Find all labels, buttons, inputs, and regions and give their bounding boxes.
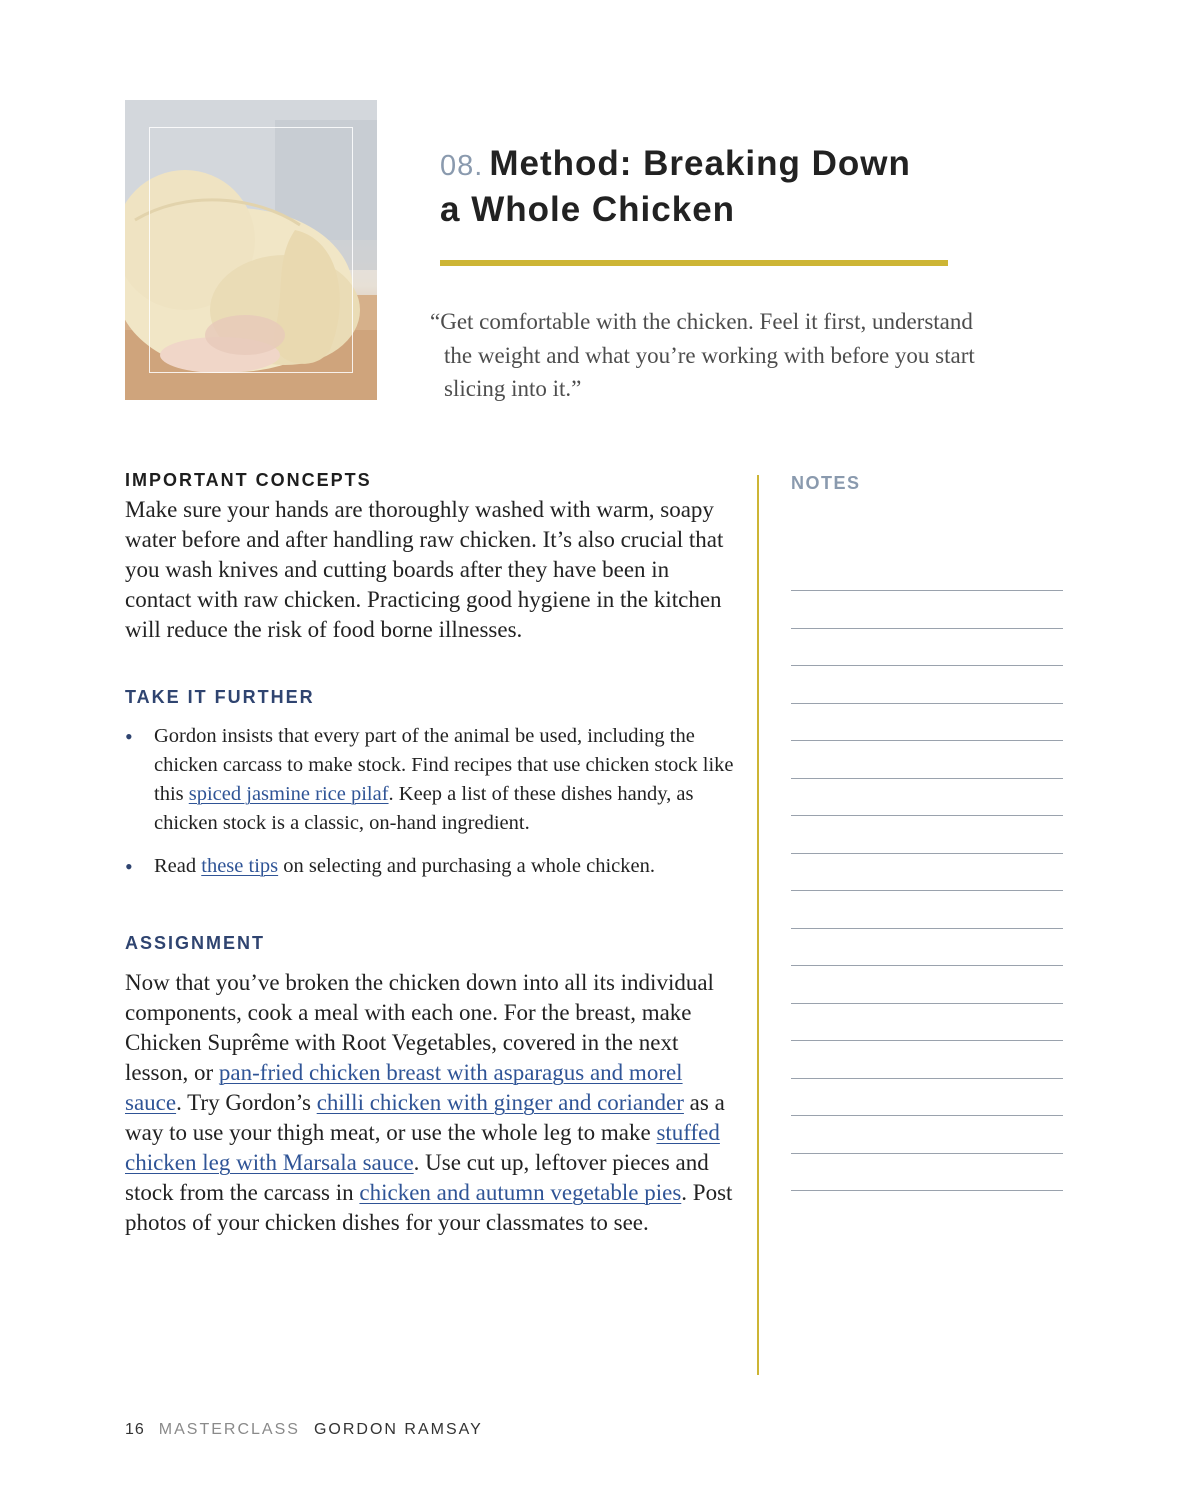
title-line-2: a Whole Chicken (440, 190, 736, 229)
chef-quote (430, 305, 1050, 406)
section-number: 08. (440, 150, 484, 182)
these-tips-link[interactable]: these tips (201, 855, 279, 877)
important-concepts-heading: IMPORTANT CONCEPTS (125, 470, 372, 490)
note-line (791, 778, 1063, 816)
note-line (791, 590, 1063, 628)
assignment-text: . Use cut up, leftover pieces and stock from the carcass in (125, 1150, 709, 1205)
take-it-further-heading: TAKE IT FURTHER (125, 687, 315, 707)
title-line-1: Method: Breaking Down (489, 144, 911, 183)
assignment-heading: ASSIGNMENT (125, 933, 266, 953)
note-line (791, 815, 1063, 853)
list-item-text: Read (154, 855, 202, 877)
take-it-further-section (125, 687, 735, 881)
footer-author: GORDON RAMSAY (313, 1421, 483, 1438)
note-line (791, 1040, 1063, 1078)
assignment-text: . Try Gordon’s (176, 1090, 317, 1115)
assignment-text: . Post photos of your chicken dishes for your classmates to see. (125, 1180, 733, 1235)
list-item-text: on selecting and purchasing a whole chicken. (278, 855, 655, 877)
note-line (791, 740, 1063, 778)
note-line (791, 1115, 1063, 1153)
assignment-text: Now that you’ve broken the chicken down into all its individual components, cook a meal with each one. For the breast, make Chicken Suprême with Root Vegetables, covered in the next lesson, or (125, 970, 714, 1085)
main-content (125, 470, 735, 1238)
list-item (125, 852, 735, 881)
assignment-body (125, 968, 735, 1238)
page-number: 16 (125, 1421, 145, 1438)
note-line (791, 890, 1063, 928)
chicken-autumn-vegetable-pies-link[interactable]: chicken and autumn vegetable pies (359, 1180, 682, 1205)
raw-chicken-photo (125, 100, 377, 400)
quote-line-1: “Get comfortable with the chicken. Feel it first, understand (430, 309, 973, 334)
notes-lines (791, 590, 1063, 1191)
note-line (791, 1003, 1063, 1041)
page-footer (125, 1421, 483, 1439)
note-line (791, 703, 1063, 741)
note-line (791, 1190, 1063, 1191)
page-title (440, 142, 1000, 232)
title-underline (440, 260, 948, 266)
spiced-jasmine-rice-pilaf-link[interactable]: spiced jasmine rice pilaf (188, 783, 389, 805)
take-it-further-list (125, 722, 735, 881)
assignment-section (125, 933, 735, 1238)
notes-heading: NOTES (791, 473, 861, 493)
note-line (791, 928, 1063, 966)
note-line (791, 853, 1063, 891)
column-divider (757, 475, 759, 1375)
note-line (791, 1153, 1063, 1191)
list-item (125, 722, 735, 838)
quote-line-3: slicing into it.” (444, 376, 582, 401)
bullet-icon: • (125, 724, 133, 749)
note-line (791, 1078, 1063, 1116)
chilli-chicken-link[interactable]: chilli chicken with ginger and coriander (316, 1090, 684, 1115)
stuffed-chicken-leg-link[interactable]: stuffed chicken leg with Marsala sauce (125, 1120, 720, 1175)
footer-brand: MASTERCLASS (158, 1421, 300, 1438)
assignment-text: as a way to use your thigh meat, or use the whole leg to make (125, 1090, 725, 1145)
pan-fried-chicken-breast-link[interactable]: pan-fried chicken breast with asparagus and morel sauce (125, 1060, 683, 1115)
important-concepts-section (125, 470, 735, 645)
bullet-icon: • (125, 854, 133, 879)
list-item-text: . Keep a list of these dishes handy, as chicken stock is a classic, on-hand ingredient. (154, 783, 694, 834)
note-line (791, 665, 1063, 703)
important-concepts-body: Make sure your hands are thoroughly washed with warm, soapy water before and after handling raw chicken. It’s also crucial that you wash knives and cutting boards after they have been in contact with raw chicken. Practicing good hygiene in the kitchen will reduce the risk of food borne illnesses. (125, 497, 724, 642)
quote-line-2: the weight and what you’re working with before you start (444, 342, 975, 368)
note-line (791, 628, 1063, 666)
photo-frame (149, 127, 353, 373)
list-item-text: Gordon insists that every part of the animal be used, including the chicken carcass to make stock. Find recipes that use chicken stock like this (154, 725, 734, 805)
note-line (791, 965, 1063, 1003)
